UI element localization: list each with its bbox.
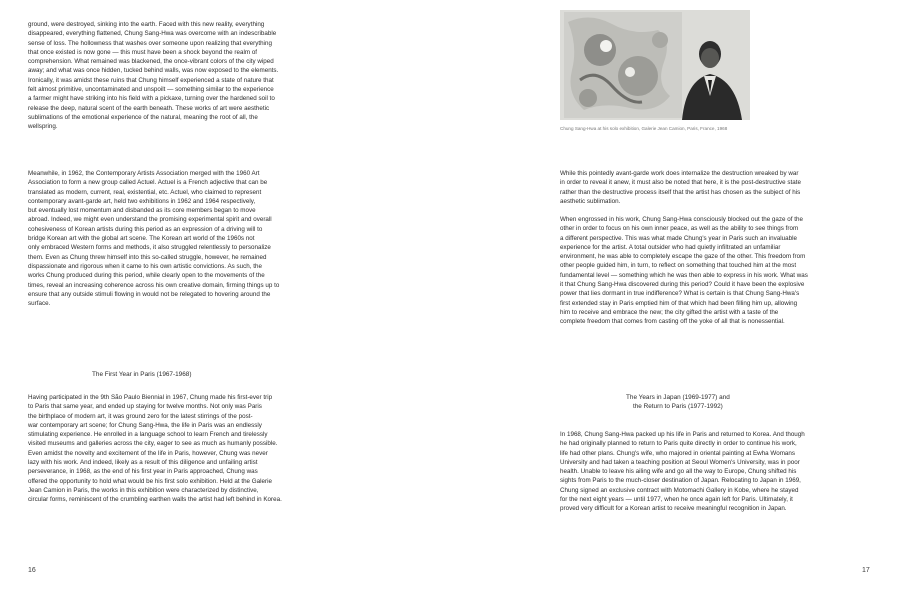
text-line: Having participated in the 9th São Paulo Biennial in 1967, Chung made his first-ever trip (28, 394, 273, 401)
text-line: lazy with his work. And indeed, likely as a result of this diligence and unfailing artist (28, 459, 258, 467)
text-line: perseverance, in 1968, as the end of his first year in Paris approached, Chung was (28, 468, 258, 476)
text-line: Ironically, it was amidst these ruins that Chung himself experienced a state of nature that (28, 76, 274, 84)
text-line: aesthetic sublimation. (560, 197, 621, 205)
text-line: Chung signed an exclusive contract with Motomachi Gallery in Kobe, where he stayed (560, 486, 799, 494)
text-line: first extended stay in Paris emptied him of that which had been filling him up, allowing (560, 299, 798, 307)
text-line: fundamental level — something which he was then able to express in his work. What was (560, 271, 808, 279)
artist-photo (560, 10, 750, 120)
section-heading-paris: The First Year in Paris (1967-1968) (92, 371, 192, 378)
text-line: environment, he was able to completely escape the gaze of the other. This freedom from (560, 253, 806, 261)
text-line: bridge Korean art with the global art scene. The Korean art world of the 1960s not (28, 235, 255, 243)
text-line: times, reveal an increasing coherence across his own creative domain, firming things up to (28, 281, 280, 289)
text-line: away; and what was once hidden, tucked behind walls, was now exposed to the elements. (28, 67, 279, 75)
text-line: sense of loss. The hollowness that washes over someone upon realizing that everything (28, 39, 272, 47)
text-line: a farmer might have striking into his field with a pickaxe, turning over the hardened soil to (28, 95, 275, 103)
text-line: life had other plans. Chung's wife, who majored in oriental painting at Ewha Womans (560, 449, 796, 457)
text-line: wellspring. (28, 123, 58, 131)
text-line: comprehension. What remained was blackened, the once-vibrant colors of the city wiped (28, 58, 274, 66)
text-line: Meanwhile, in 1962, the Contemporary Artists Association merged with the 1960 Art (28, 170, 260, 177)
text-line: Association to form a new group called Actuel. Actuel is a French adjective that can be (28, 179, 268, 187)
text-line: complete freedom that comes from casting off the yoke of all that is nonessential. (560, 318, 785, 326)
section-heading-japan-line-2: the Return to Paris (1977-1992) (632, 403, 723, 411)
text-line: translated as modern, current, real, existential, etc. Actuel, who claimed to represent (28, 188, 262, 196)
text-line: health. Unable to leave his ailing wife and go all the way to Europe, Chung shifted his (560, 468, 797, 476)
text-line: other people guided him, in turn, to reflect on something that touched him at the most (560, 262, 797, 270)
left-paragraph-3 (28, 393, 368, 505)
text-line: works Chung produced during this period, while clearly open to the movements of the (28, 272, 265, 280)
right-paragraph-3 (560, 430, 900, 514)
text-line: disappeared, everything flattened, Chung Sang-Hwa was overcome with an indescribable (28, 30, 277, 38)
text-line: it that Chung Sang-Hwa discovered during this period? Could it have been the explosive (560, 281, 805, 289)
text-line: other in order to focus on his own inner peace, as well as the ability to see things from (560, 225, 799, 233)
photo-caption: Chung Sang-Hwa at his solo exhibition, Galerie Jean Camion, Paris, France, 1968 (560, 126, 728, 131)
right-paragraph-2 (560, 215, 900, 327)
page-number-left: 16 (28, 567, 36, 574)
text-line: in order to reveal it anew, it must also be noted that here, it is the post-destructive state (560, 179, 801, 187)
text-line: cohesiveness of Korean artists during this period as an expression of a driving will to (28, 225, 263, 233)
text-line: to Paris that same year, and ended up staying for twelve months. Not only was Paris (28, 403, 262, 411)
text-line: power that lies dormant in true indifference? What is certain is that Chung Sang-Hwa's (560, 290, 800, 298)
text-line: offered the opportunity to hold what would be his first solo exhibition. Held at the Galerie (28, 477, 273, 485)
left-paragraph-2 (28, 169, 368, 308)
text-line: dispassionate and rigorous when it came to his own artistic convictions. As such, the (28, 262, 262, 270)
text-line: a different perspective. This was what made Chung's year in Paris such an invaluable (560, 234, 797, 242)
text-line: Jean Camion in Paris, the works in this exhibition were characterized by distinctive, (28, 486, 259, 494)
text-line: In 1968, Chung Sang-Hwa packed up his life in Paris and returned to Korea. And though (560, 431, 805, 438)
text-line: for the next eight years — until 1977, when he once again left for Paris. Ultimately, it (560, 496, 793, 504)
text-line: experience for the artist. A total outsider who had quietly infiltrated an unfamiliar (560, 243, 781, 251)
text-line: he had originally planned to return to Paris quite directly in order to continue his work, (560, 440, 797, 448)
text-line: sublimations of the emotional experience of the natural, meaning the root of all, the (28, 113, 258, 121)
right-paragraph-1 (560, 169, 900, 206)
text-line: that once existed is now gone — this must have been a shock beyond the realm of (28, 48, 258, 56)
text-line: stimulating experience. He enrolled in a language school to learn French and tirelessly (28, 431, 268, 439)
section-heading-japan (626, 393, 730, 412)
text-line: While this pointedly avant-garde work does internalize the destruction wreaked by war (560, 170, 799, 177)
text-line: ensure that any outside stimuli flowing in would not be relegated to hovering around the (28, 290, 271, 298)
section-heading-japan-line-1: The Years in Japan (1969-1977) and (626, 394, 730, 401)
text-line: him to receive and embrace the new; the city gifted the artist with a taste of the (560, 308, 779, 316)
text-line: felt almost primitive, uncontaminated and unspoilt — something similar to the experience (28, 86, 274, 94)
text-line: contemporary avant-garde art, held two exhibitions in 1962 and 1964 respectively, (28, 197, 256, 205)
text-line: the birthplace of modern art, it was ground zero for the latest stirrings of the post- (28, 412, 253, 420)
text-line: release the deep, natural scent of the earth beneath. These works of art were aesthetic (28, 104, 270, 112)
text-line: surface. (28, 300, 51, 308)
text-line: abroad. Indeed, we might even understand the promising experimental spirit and overall (28, 216, 272, 224)
text-line: visited museums and galleries across the city, eager to see as much as humanly possible. (28, 440, 278, 448)
right-page (450, 0, 900, 593)
artist-photo-image (560, 10, 750, 120)
text-line: sights from Paris to the much-closer destination of Japan. Relocating to Japan in 1969, (560, 477, 801, 485)
text-line: ground, were destroyed, sinking into the earth. Faced with this new reality, everything (28, 21, 265, 28)
text-line: only embraced Western forms and methods, it also struggled relentlessly to personalize (28, 244, 271, 252)
text-line: University and had taken a teaching position at Seoul Women's University, was in poor (560, 458, 800, 466)
text-line: When engrossed in his work, Chung Sang-Hwa consciously blocked out the gaze of the (560, 216, 803, 223)
text-line: proved very difficult for a Korean artist to receive meaningful recognition in Japan. (560, 505, 787, 513)
text-line: circular forms, reminiscent of the crumbling earthen walls the artist had left behind in Korea. (28, 496, 282, 504)
page-number-right: 17 (862, 567, 870, 574)
left-paragraph-1 (28, 20, 368, 132)
text-line: war contemporary art scene; for Chung Sang-Hwa, the life in Paris was an endlessly (28, 421, 262, 429)
text-line: rather than the destructive process itself that the artist has chosen as the subject of his (560, 188, 801, 196)
text-line: but eventually lost momentum and disbanded as its core members began to move (28, 207, 256, 215)
text-line: them. Even as Chung threw himself into this so-called struggle, however, he remained (28, 253, 267, 261)
text-line: Even amidst the novelty and excitement of the life in Paris, however, Chung was never (28, 449, 268, 457)
